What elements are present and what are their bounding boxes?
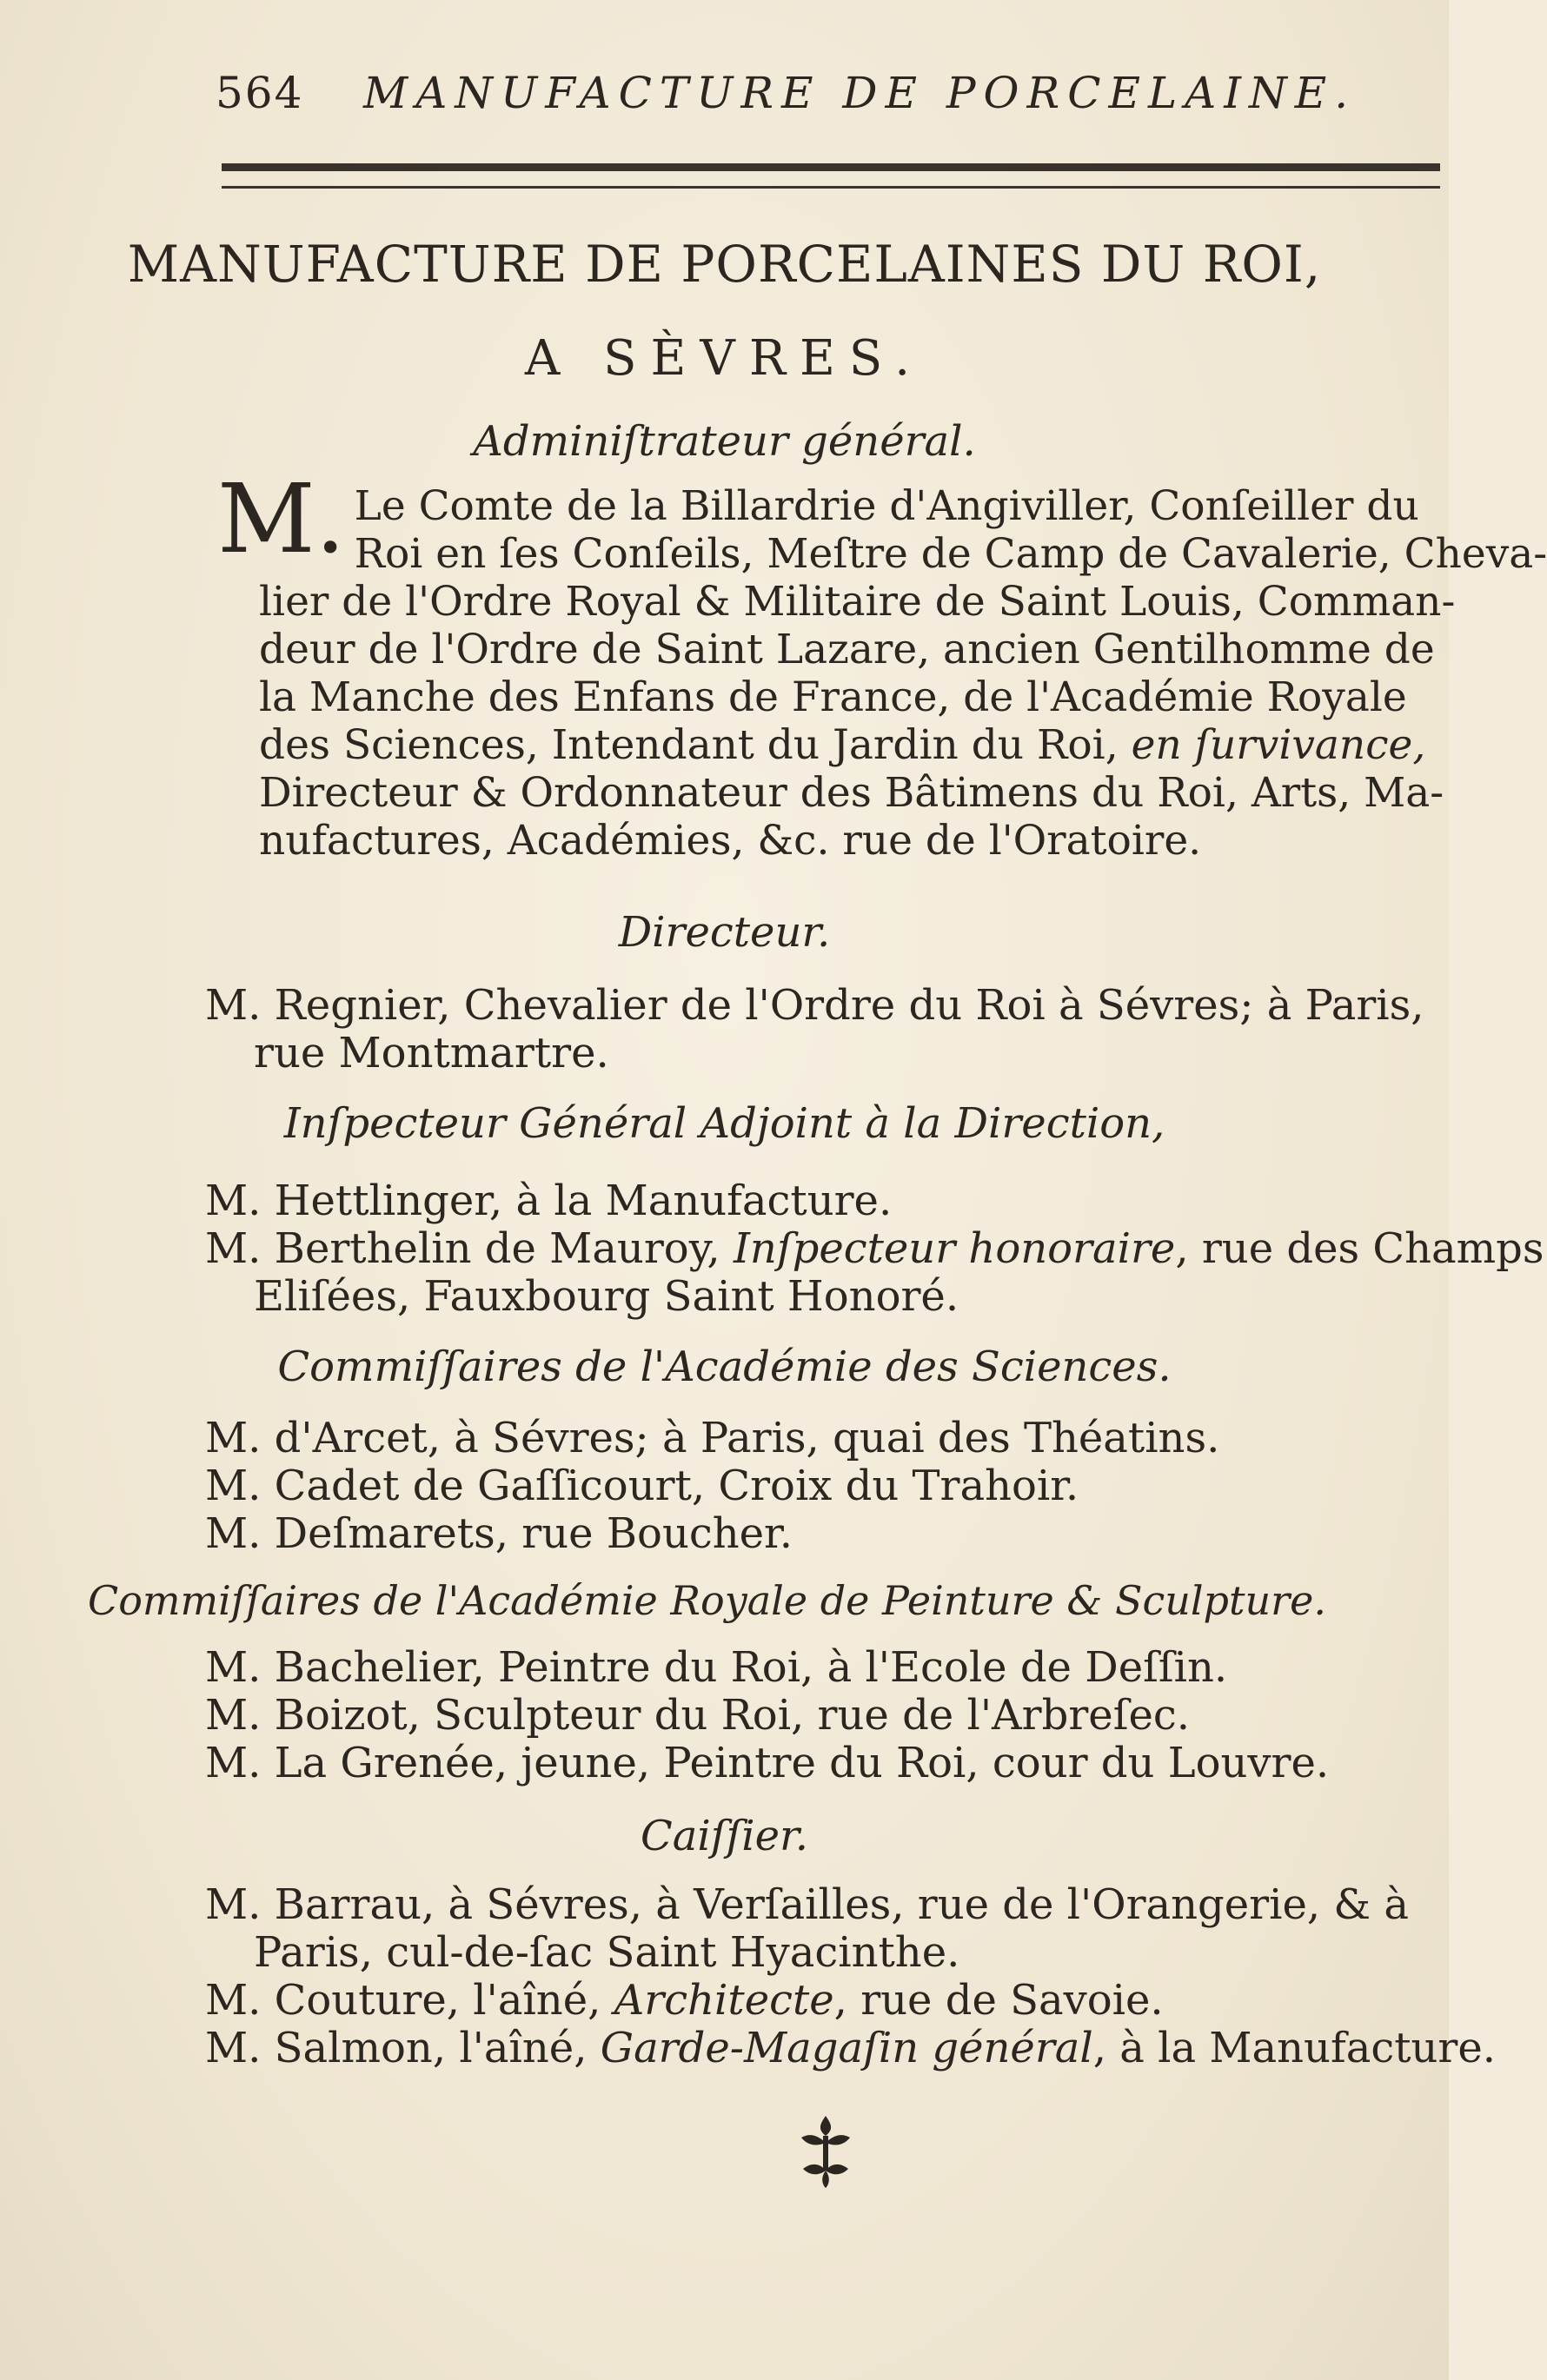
text-line: Directeur & Ordonnateur des Bâtimens du Roi, Arts, Ma- (259, 769, 1444, 817)
text-segment-italic: en ſurvivance, (1131, 721, 1426, 769)
entry-inspecteur (205, 1177, 1544, 1321)
text-line: la Manche des Enfans de France, de l'Académie Royale (259, 673, 1407, 721)
section-heading-administrateur: Adminiſtrateur général. (473, 417, 976, 466)
text-line: M. Cadet de Gaſſicourt, Croix du Trahoir. (205, 1462, 1079, 1510)
dropcap: M. (217, 463, 346, 574)
text-line: M. La Grenée, jeune, Peintre du Roi, cour du Louvre. (205, 1739, 1330, 1787)
text-line: M. Bachelier, Peintre du Roi, à l'Ecole de Deſſin. (205, 1643, 1228, 1692)
text-line: deur de l'Ordre de Saint Lazare, ancien Gentilhomme de (259, 626, 1435, 673)
text-segment-italic: Inſpecteur honoraire (733, 1224, 1176, 1273)
header-rule-thin (222, 186, 1440, 189)
entry-administrateur (217, 463, 1547, 865)
text-line: M. Boizot, Sculpteur du Roi, rue de l'Arbreſec. (205, 1691, 1191, 1740)
entry-commissaires-peinture (205, 1644, 1439, 1787)
text-segment: M. Berthelin de Mauroy, (205, 1224, 720, 1273)
entry-directeur (205, 982, 1439, 1077)
text-line (217, 721, 1443, 769)
section-heading-directeur: Directeur. (618, 908, 831, 957)
text-line: M. Hettlinger, à la Manufacture. (205, 1177, 893, 1225)
text-segment: M. Salmon, l'aîné, (205, 2024, 588, 2072)
text-line: Eliſées, Fauxbourg Saint Honoré. (254, 1272, 959, 1321)
text-line (205, 1224, 1544, 1273)
text-line: Le Comte de la Billardrie d'Angiviller, Conſeiller du (354, 482, 1419, 530)
text-line: Paris, cul-de-ſac Saint Hyacinthe. (254, 1928, 960, 1977)
text-segment-italic: Architecte (614, 1976, 834, 2025)
text-segment: , rue des Champs (1175, 1224, 1544, 1273)
text-segment-italic: Garde-Magaſin général (600, 2024, 1093, 2072)
text-line: M. Regnier, Chevalier de l'Ordre du Roi à Sévres; à Paris, (205, 981, 1424, 1030)
page-subtitle: A SÈVRES. (524, 330, 925, 387)
header-rule-thick (222, 163, 1440, 171)
text-line (205, 1977, 1439, 2025)
entry-commissaires-sciences (205, 1415, 1439, 1558)
text-segment: M. Couture, l'aîné, (205, 1976, 601, 2025)
page-title: MANUFACTURE DE PORCELAINES DU ROI, (127, 235, 1322, 294)
text-line: rue Montmartre. (254, 1029, 609, 1077)
page-number: 564 (216, 68, 304, 118)
running-head (216, 68, 1450, 118)
text-line (205, 2024, 1497, 2072)
text-segment: des Sciences, Intendant du Jardin du Roi, (259, 721, 1119, 769)
entry-caissier (205, 1880, 1497, 2072)
text-line: M. Deſmarets, rue Boucher. (205, 1509, 793, 1558)
text-segment: , à la Manufacture. (1092, 2024, 1497, 2072)
text-segment: , rue de Savoie. (833, 1976, 1164, 2025)
text-line: lier de l'Ordre Royal & Militaire de Saint Louis, Comman- (259, 578, 1456, 626)
section-heading-inspecteur: Inſpecteur Général Adjoint à la Direction, (283, 1099, 1165, 1148)
text-line: M. d'Arcet, à Sévres; à Paris, quai des Théatins. (205, 1414, 1220, 1462)
fleuron-ornament-icon (791, 2112, 860, 2190)
text-line: Roi en ſes Conſeils, Meſtre de Camp de Cavalerie, Cheva- (354, 530, 1547, 578)
running-title: MANUFACTURE DE PORCELAINE. (363, 68, 1357, 118)
section-heading-commissaires-sciences: Commiſſaires de l'Académie des Sciences. (277, 1342, 1172, 1391)
text-line: nufactures, Académies, &c. rue de l'Oratoire. (259, 817, 1202, 865)
text-line: M. Barrau, à Sévres, à Verſailles, rue de l'Orangerie, & à (205, 1880, 1409, 1929)
section-heading-caissier: Caiſſier. (641, 1812, 808, 1860)
section-heading-commissaires-peinture: Commiſſaires de l'Académie Royale de Peinture & Sculpture. (88, 1577, 1326, 1624)
